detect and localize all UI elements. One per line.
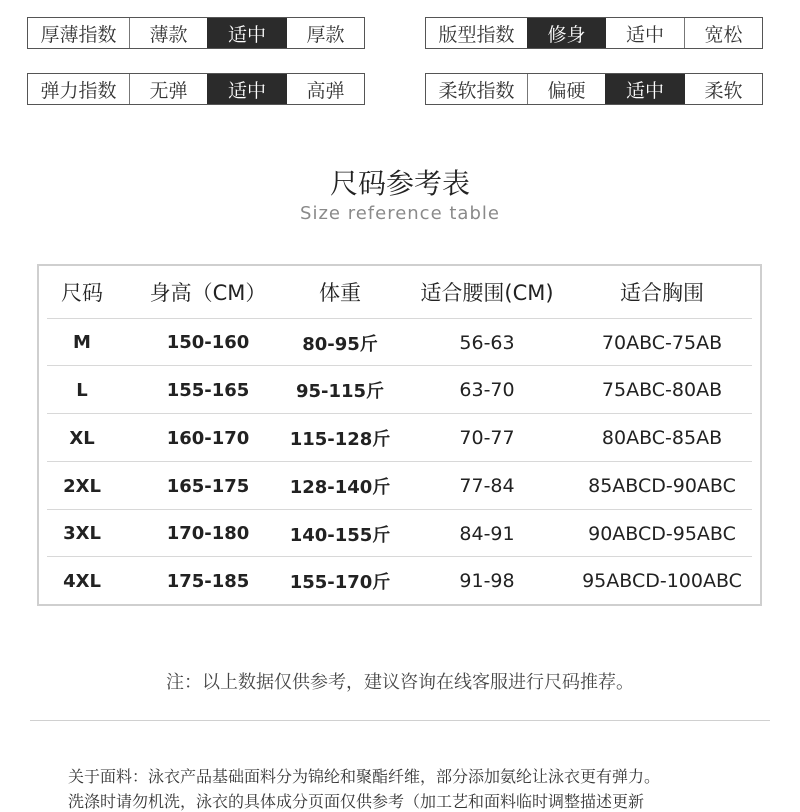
cell-height: 155-165 [166, 379, 250, 401]
cell-weight: 115-128斤 [289, 429, 391, 450]
size-table [37, 264, 762, 606]
cell-chest: 85ABCD-90ABC [588, 475, 736, 497]
cell-waist: 63-70 [459, 379, 515, 401]
cell-waist: 56-63 [459, 331, 515, 354]
softness-option-medium: 适中 [605, 74, 684, 104]
divider [30, 720, 770, 721]
cell-waist: 77-84 [459, 475, 515, 497]
cell-weight: 140-155斤 [289, 524, 391, 546]
cell-waist: 70-77 [459, 427, 515, 449]
thickness-index-title: 厚薄指数 [40, 23, 117, 46]
thickness-option-thick: 厚款 [286, 18, 364, 48]
size-note: 注：以上数据仅供参考，建议咨询在线客服进行尺码推荐。 [166, 672, 634, 693]
thickness-option-thin: 薄款 [129, 18, 207, 48]
softness-index [425, 73, 763, 105]
cell-height: 170-180 [166, 523, 250, 544]
header-chest: 适合胸围 [620, 281, 704, 305]
cell-chest: 75ABC-80AB [601, 379, 723, 401]
header-size: 尺码 [61, 281, 103, 305]
thickness-option-medium: 适中 [207, 18, 286, 48]
header-weight: 体重 [319, 281, 361, 305]
cell-chest: 70ABC-75AB [601, 331, 723, 354]
header-height: 身高（CM） [149, 281, 267, 305]
cell-chest: 90ABCD-95ABC [588, 522, 736, 545]
elasticity-option-high: 高弹 [286, 74, 364, 104]
elasticity-option-none: 无弹 [129, 74, 207, 104]
fabric-description: 关于面料：泳衣产品基础面料分为锦纶和聚酯纤维，部分添加氨纶让泳衣更有弹力。 [68, 767, 661, 786]
cell-weight: 95-115斤 [295, 381, 385, 402]
table-row [47, 509, 752, 557]
cell-waist: 91-98 [459, 570, 515, 592]
cell-chest: 95ABCD-100ABC [582, 570, 742, 592]
cell-chest: 80ABC-85AB [601, 427, 723, 449]
fit-option-loose: 宽松 [684, 18, 762, 48]
table-row [47, 556, 752, 605]
cell-height: 165-175 [166, 475, 250, 497]
table-row [47, 413, 752, 462]
table-header-row [47, 266, 752, 318]
fit-index [425, 17, 763, 49]
elasticity-index-title: 弹力指数 [40, 79, 117, 102]
size-table-subtitle: Size reference table [300, 203, 500, 224]
cell-size: L [76, 379, 88, 401]
size-table-title: 尺码参考表 [329, 167, 470, 200]
cell-height: 175-185 [166, 570, 250, 592]
table-row [47, 318, 752, 366]
table-row [47, 461, 752, 510]
cell-waist: 84-91 [459, 522, 515, 545]
cell-size: 2XL [63, 475, 101, 497]
fabric-washing-note: 洗涤时请勿机洗，泳衣的具体成分页面仅供参考（加工艺和面料临时调整描述更新 [68, 792, 645, 811]
cell-weight: 128-140斤 [289, 477, 391, 498]
elasticity-option-medium: 适中 [207, 74, 286, 104]
cell-height: 150-160 [166, 332, 250, 353]
cell-size: 3XL [63, 523, 101, 544]
cell-weight: 155-170斤 [289, 572, 391, 593]
fit-option-medium: 适中 [605, 18, 684, 48]
table-row [47, 365, 752, 414]
header-waist: 适合腰围(CM) [420, 281, 554, 305]
fit-index-title: 版型指数 [438, 23, 515, 46]
cell-weight: 80-95斤 [302, 333, 378, 355]
fit-option-slim: 修身 [527, 18, 605, 48]
softness-option-hard: 偏硬 [527, 74, 605, 104]
elasticity-index [27, 73, 365, 105]
cell-size: M [73, 332, 91, 353]
cell-height: 160-170 [166, 427, 250, 449]
cell-size: 4XL [63, 570, 101, 592]
softness-index-title: 柔软指数 [438, 79, 515, 102]
thickness-index [27, 17, 365, 49]
softness-option-soft: 柔软 [684, 74, 762, 104]
cell-size: XL [69, 427, 95, 449]
